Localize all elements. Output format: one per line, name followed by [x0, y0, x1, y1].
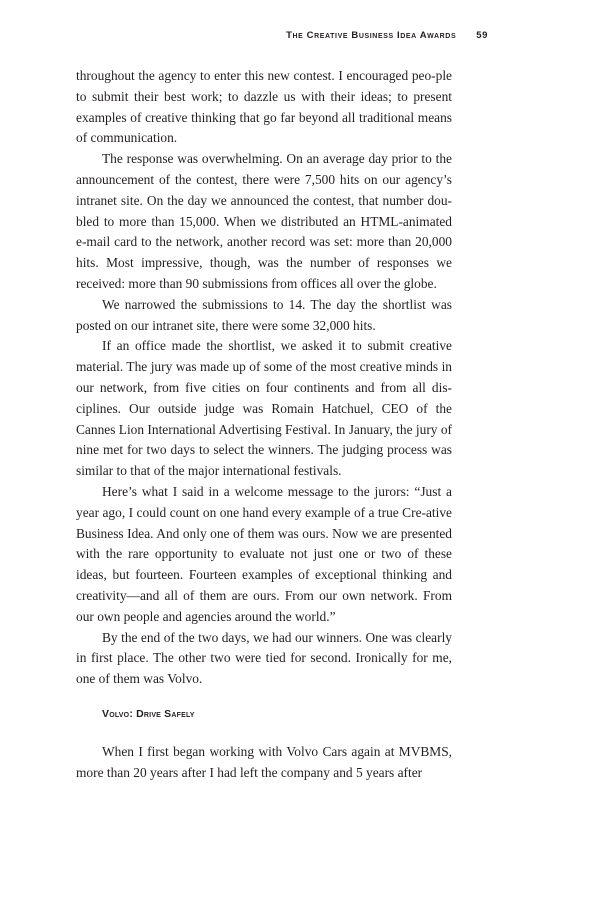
- running-title: The Creative Business Idea Awards: [286, 30, 457, 41]
- paragraph: We narrowed the submissions to 14. The day the shortlist was posted on our intranet site, there were some 32,000 hits.: [76, 296, 452, 333]
- section-subheading: Volvo: Drive Safely: [102, 707, 195, 720]
- paragraph: By the end of the two days, we had our winners. One was clearly in first place. The other two were tied for second. Ironically for me, one of them was Volvo.: [76, 629, 452, 687]
- paragraph: If an office made the shortlist, we asked it to submit creative material. The jury was made up of some of the most creative minds in our network, from five cities on four continents and from all dis-ciplines. Our outside judge was Romain Hatchuel, CEO of the Cannes Lion International Advertising Festival. In January, the jury of nine met for two days to select the winners. The judging process was similar to that of the major international festivals.: [76, 338, 452, 479]
- paragraph: The response was overwhelming. On an average day prior to the announcement of the contest, there were 7,500 hits on our agency’s intranet site. On the day we announced the contest, that number dou-bled to more than 15,000. When we distributed an HTML-animated e-mail card to the network, another record was set: more than 20,000 hits. Most impressive, though, was the number of responses we received: more than 90 submissions from offices all over the globe.: [76, 151, 452, 291]
- running-header: [76, 30, 488, 41]
- paragraph: Here’s what I said in a welcome message to the jurors: “Just a year ago, I could count on one hand every example of a true Cre-ative Business Idea. And only one of them was ours. Now we are presented with the rare opportunity to evaluate not just one or two of these ideas, but fourteen. Fourteen examples of exceptional thinking and creativity—and all of them are ours. From our own network. From our own people and agencies around the world.”: [76, 483, 452, 624]
- paragraph: When I first began working with Volvo Cars again at MVBMS, more than 20 years after I had left the company and 5 years after: [76, 743, 452, 780]
- page-number: 59: [476, 30, 488, 41]
- body-text: [76, 66, 452, 784]
- paragraph: throughout the agency to enter this new contest. I encouraged peo-ple to submit their best work; to dazzle us with their ideas; to present examples of creative thinking that go far beyond all traditional means of communication.: [76, 68, 452, 146]
